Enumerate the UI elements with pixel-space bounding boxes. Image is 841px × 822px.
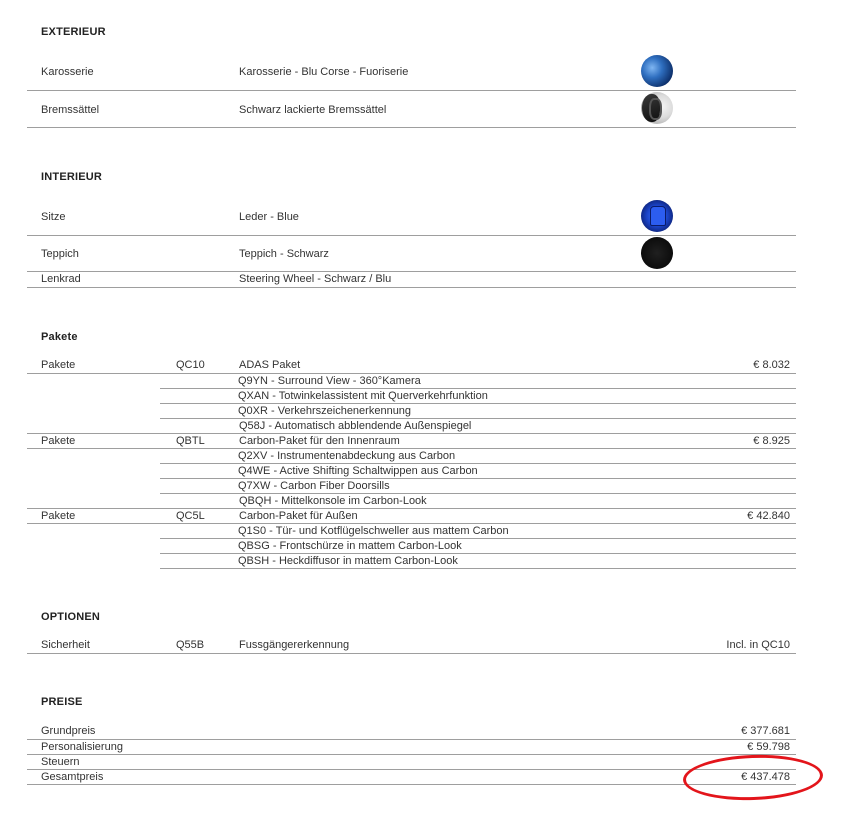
option-code: Q55B: [176, 639, 205, 651]
option-row: [27, 638, 796, 654]
package-label: Pakete: [41, 435, 76, 447]
package-label: Pakete: [41, 359, 76, 371]
price-row: [27, 755, 796, 770]
optionen-heading: OPTIONEN: [41, 611, 101, 623]
package-code: QC5L: [176, 510, 205, 522]
blue-seat-swatch-icon: [641, 200, 673, 232]
exterieur-row: [27, 91, 796, 128]
package-item-text: QXAN - Totwinkelassistent mit Querverkehrfunktion: [238, 390, 488, 402]
price-row: [27, 724, 796, 740]
package-item: [160, 449, 796, 464]
price-row-total: [27, 770, 796, 785]
package-item: [160, 554, 796, 569]
pakete-heading: Pakete: [41, 331, 78, 343]
package-row: [27, 434, 796, 449]
package-price: € 42.840: [747, 510, 790, 522]
package-code: QC10: [176, 359, 205, 371]
preise-heading: PREISE: [41, 696, 83, 708]
option-label: Sicherheit: [41, 639, 90, 651]
package-name: Carbon-Paket für den Innenraum: [239, 435, 400, 447]
option-price: Incl. in QC10: [726, 639, 790, 651]
package-price: € 8.925: [753, 435, 790, 447]
package-row: [27, 509, 796, 524]
row-value: Leder - Blue: [239, 211, 299, 223]
row-label: Teppich: [41, 248, 79, 260]
package-price: € 8.032: [753, 359, 790, 371]
price-value: € 59.798: [747, 741, 790, 753]
package-item: [160, 464, 796, 479]
row-value: Teppich - Schwarz: [239, 248, 329, 260]
package-item: [27, 419, 796, 434]
price-label: Personalisierung: [41, 741, 123, 753]
blue-paint-swatch-icon: [641, 55, 673, 87]
package-item: [160, 374, 796, 389]
package-code: QBTL: [176, 435, 205, 447]
package-item-text: QBSG - Frontschürze in mattem Carbon-Look: [238, 540, 462, 552]
package-item: [160, 404, 796, 419]
package-item-text: QBQH - Mittelkonsole im Carbon-Look: [239, 495, 427, 507]
brake-caliper-swatch-icon: [641, 92, 673, 124]
price-label: Grundpreis: [41, 725, 96, 737]
price-label: Gesamtpreis: [41, 771, 104, 783]
interieur-row: [27, 199, 796, 236]
total-price-value: € 437.478: [741, 771, 790, 783]
row-value: Schwarz lackierte Bremssättel: [239, 104, 387, 116]
package-item: [160, 389, 796, 404]
package-label: Pakete: [41, 510, 76, 522]
package-item-text: Q4WE - Active Shifting Schaltwippen aus Carbon: [238, 465, 478, 477]
package-item: [160, 539, 796, 554]
interieur-row: [27, 236, 796, 272]
black-carpet-swatch-icon: [641, 237, 673, 269]
package-item-text: Q7XW - Carbon Fiber Doorsills: [238, 480, 390, 492]
package-row: [27, 358, 796, 374]
package-name: ADAS Paket: [239, 359, 301, 371]
package-item-text: Q58J - Automatisch abblendende Außenspiegel: [239, 420, 472, 432]
package-item-text: Q1S0 - Tür- und Kotflügelschweller aus mattem Carbon: [238, 525, 509, 537]
package-item-text: Q2XV - Instrumentenabdeckung aus Carbon: [238, 450, 456, 462]
row-label: Karosserie: [41, 66, 94, 78]
interieur-row: [27, 272, 796, 288]
package-item-text: QBSH - Heckdiffusor in mattem Carbon-Look: [238, 555, 458, 567]
package-item-text: Q0XR - Verkehrszeichenerkennung: [238, 405, 412, 417]
row-value: Steering Wheel - Schwarz / Blu: [239, 273, 392, 285]
row-label: Lenkrad: [41, 273, 81, 285]
row-label: Bremssättel: [41, 104, 100, 116]
price-label: Steuern: [41, 756, 80, 768]
exterieur-row: [27, 54, 796, 91]
package-item: [160, 479, 796, 494]
row-label: Sitze: [41, 211, 66, 223]
option-name: Fussgängererkennung: [239, 639, 350, 651]
package-name: Carbon-Paket für Außen: [239, 510, 358, 522]
interieur-heading: INTERIEUR: [41, 171, 103, 183]
package-item: [27, 494, 796, 509]
row-value: Karosserie - Blu Corse - Fuoriserie: [239, 66, 409, 78]
package-item-text: Q9YN - Surround View - 360°Kamera: [238, 375, 421, 387]
price-value: € 377.681: [741, 725, 790, 737]
package-item: [160, 524, 796, 539]
exterieur-heading: EXTERIEUR: [41, 26, 106, 38]
price-row: [27, 740, 796, 755]
